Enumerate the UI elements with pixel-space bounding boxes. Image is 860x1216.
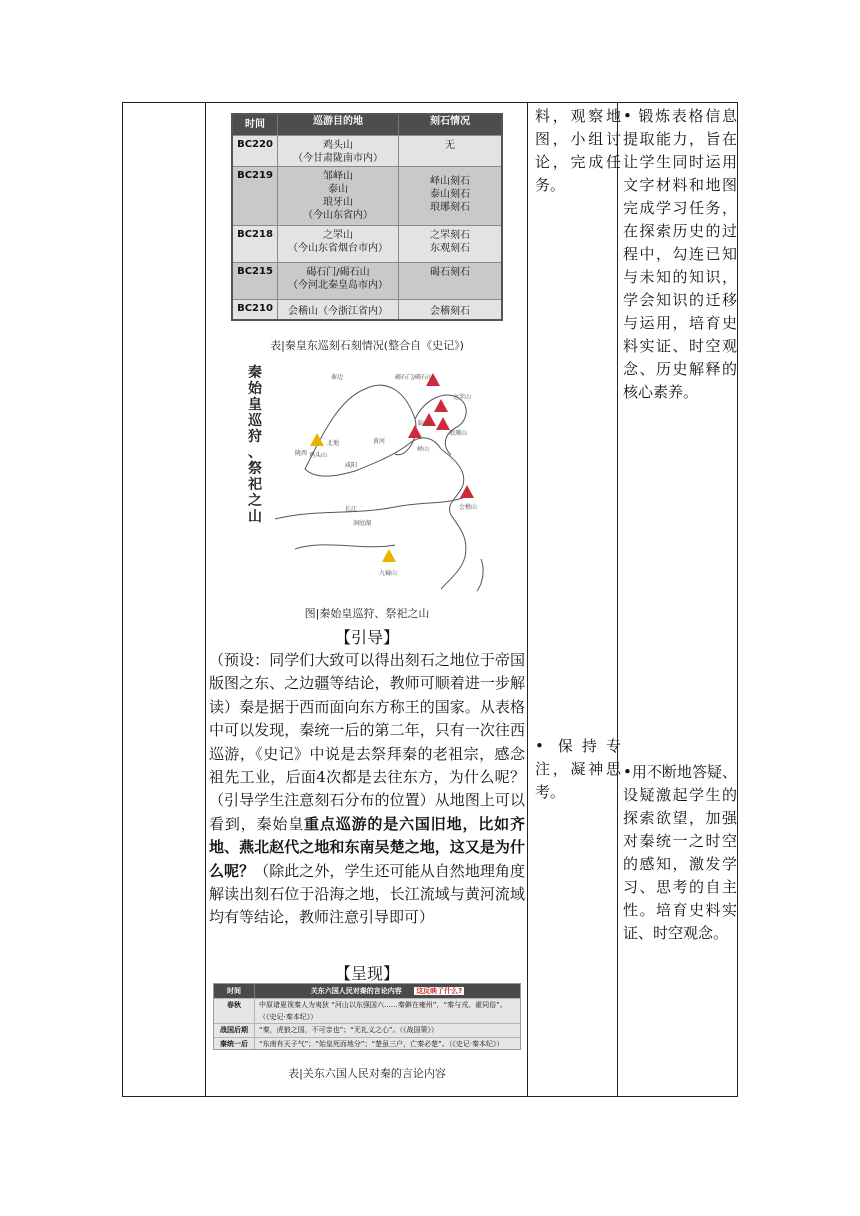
row-year: BC215: [233, 263, 278, 299]
activity-text-2: • 保持专注，凝神思考。: [535, 737, 621, 801]
svg-text:之罘山: 之罘山: [453, 394, 472, 401]
svg-text:九嶷山: 九嶷山: [379, 570, 398, 577]
row-stone: 峄山刻石 泰山刻石 琅琊刻石: [430, 176, 470, 213]
remarks-table-caption: 表|关东六国人民对秦的言论内容: [288, 1067, 446, 1080]
table-row: 春秋 中原诸夏视秦人为夷狄 “河山以东强国六……秦僻在雍州”，“秦与戎、翟同俗”。（《史记·秦本纪》）: [214, 998, 520, 1023]
map-caption: 图|秦始皇巡狩、祭祀之山: [304, 607, 430, 620]
row-year: BC210: [233, 300, 278, 321]
svg-text:泰山: 泰山: [417, 420, 430, 427]
remarks-table-figure: [213, 983, 521, 1050]
present-heading: 【呈现】: [334, 964, 399, 983]
guide-emphasis: 重点巡游的是六国旧地，比如齐地、燕北赵代之地和东南吴楚之地，这又是为什么呢？: [209, 814, 525, 880]
header-stone: 刻石情况: [430, 116, 470, 127]
table-row: 秦统一后 “东南有天子气”；“始皇死而地分”；“楚虽三户，亡秦必楚”。（《史记·秦本纪》）: [214, 1037, 520, 1050]
tour-map-figure: [245, 359, 491, 597]
svg-text:碣石门/碣石山: 碣石门/碣石山: [395, 374, 434, 381]
row-destination: 鸡头山 （今甘肃陇南市内）: [278, 136, 399, 166]
svg-text:鸡头山: 鸡头山: [309, 452, 328, 459]
tour-table-header: [233, 115, 501, 135]
table-row: [233, 262, 501, 299]
table-row: 战国后期 “秦，虎狼之国，不可亲也”；“无礼义之心”。（《战国策》）: [214, 1023, 520, 1037]
svg-text:北地: 北地: [327, 440, 340, 447]
intent-text-1: • 锻炼表格信息提取能力，旨在让学生同时运用文字材料和地图完成学习任务，在探索历史的过程中，勾连已知与未知的知识，学会知识的迁移与运用，培育史料实证、时空观念、历史解释的核心素养。: [623, 107, 737, 401]
svg-text:长江: 长江: [345, 506, 358, 513]
header-destination: 巡游目的地: [278, 115, 399, 135]
svg-text:陇西: 陇西: [295, 450, 308, 457]
lesson-table: [122, 102, 738, 1097]
row-destination: 之罘山 （今山东省烟台市内）: [278, 226, 399, 262]
svg-text:秦边: 秦边: [331, 374, 344, 381]
map-illustration: [245, 359, 491, 597]
row-destination: 邹峄山 泰山 琅牙山 （今山东省内）: [278, 167, 399, 225]
row-stone: 之罘刻石 东观刻石: [430, 230, 470, 254]
column-divider: [527, 103, 528, 1096]
svg-text:黄河: 黄河: [373, 438, 386, 445]
svg-text:琅琊山: 琅琊山: [449, 430, 468, 437]
row-year: BC220: [233, 136, 278, 166]
row-year: BC219: [233, 167, 278, 225]
table-row: [233, 166, 501, 225]
map-vertical-title: 秦 始 皇 巡 狩 、 祭 祀 之 山: [248, 365, 262, 525]
svg-text:洞庭湖: 洞庭湖: [353, 520, 372, 527]
guide-heading: 【引导】: [334, 628, 399, 647]
student-activity-column-2: [535, 735, 621, 804]
table-row: [233, 135, 501, 166]
tour-table-figure: [231, 113, 503, 321]
row-stone: 会稽刻石: [430, 306, 470, 317]
guide-paragraph: （预设：同学们大致可以得出刻石之地位于帝国版图之东、之边疆等结论，教师可顺着进一步解读）秦是据于西而面向东方称王的国家。从表格中可以发现，秦统一后的第二年，只有一次往西巡游，《史记》中说是去祭拜秦的老祖宗，感念祖先工业，后面4次都是去往东方，为什么呢？（引导学生注意刻石分布的位置）从地图上可以看到，秦始皇重点巡游的是六国旧地，比如齐地、燕北赵代之地和东南吴楚之地，这又是为什么呢？（除此之外，学生还可能从自然地理角度解读出刻石位于沿海之地，长江流域与黄河流域均有等结论，教师注意引导即可）: [209, 651, 525, 927]
svg-text:会稽山: 会稽山: [459, 504, 478, 511]
student-activity-column: [535, 105, 621, 197]
question-tag: 这反映了什么?: [416, 987, 463, 995]
header-time: 时间: [233, 115, 278, 135]
intent-text-2: •用不断地答疑、设疑激起学生的探索欲望，加强对秦统一之时空的感知，激发学习、思考的自主性。培育史料实证、时空观念。: [623, 763, 737, 942]
row-year: BC218: [233, 226, 278, 262]
column-divider: [617, 103, 618, 1096]
row-destination: 碣石门/碣石山 （今河北秦皇岛市内）: [278, 263, 399, 299]
design-intent-column: [623, 105, 737, 404]
remarks-table-header: 时间 关东六国人民对秦的言论内容 这反映了什么?: [214, 984, 520, 998]
row-destination: 会稽山（今浙江省内）: [278, 300, 399, 321]
table-row: [233, 225, 501, 262]
svg-text:咸阳: 咸阳: [345, 462, 358, 469]
row-stone: 无: [445, 140, 455, 151]
tour-table-caption: 表|秦皇东巡刻石刻情况(整合自《史记》): [270, 339, 464, 352]
column-divider: [205, 103, 206, 1096]
activity-text-1: 料，观察地图，小组讨论，完成任务。: [535, 107, 621, 194]
row-stone: 碣石刻石: [430, 267, 470, 278]
design-intent-column-2: [623, 761, 737, 945]
table-row: [233, 299, 501, 321]
svg-text:峄山: 峄山: [417, 446, 430, 453]
